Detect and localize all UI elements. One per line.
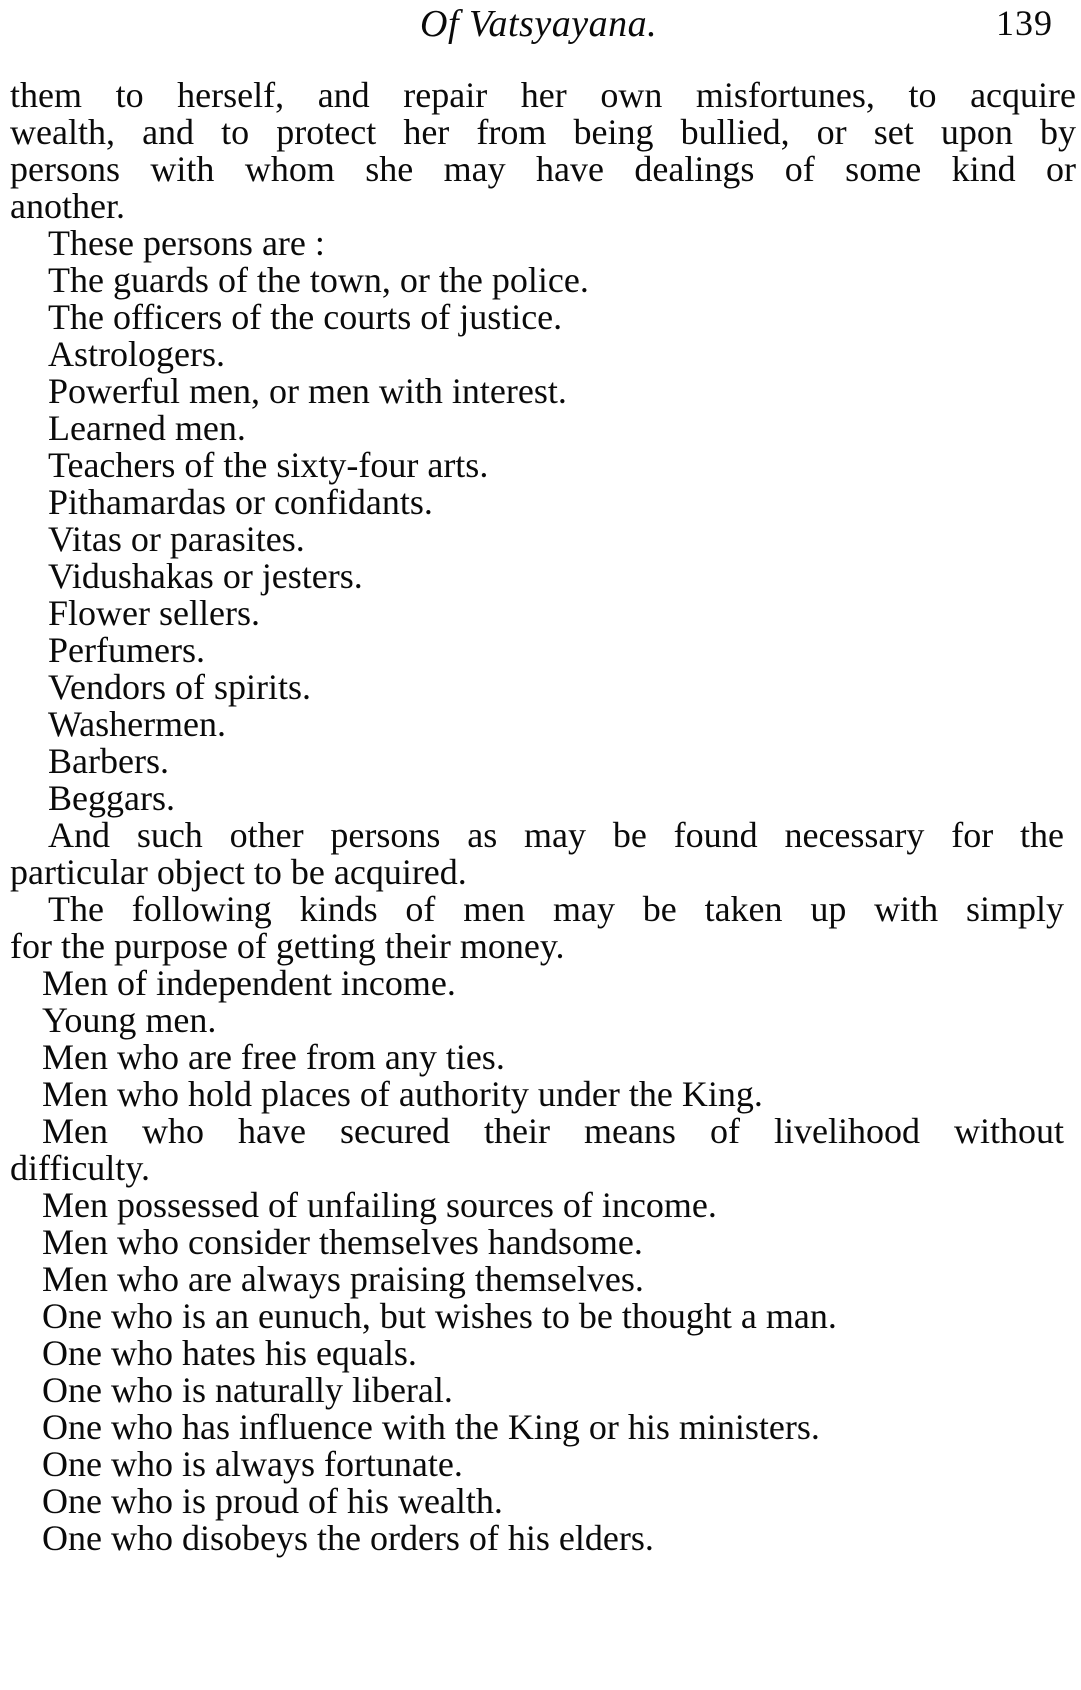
list-item: One who is an eunuch, but wishes to be thought a man. <box>42 1296 837 1336</box>
list-item: Flower sellers. <box>48 593 260 633</box>
list-item: One who hates his equals. <box>42 1333 417 1373</box>
list-item: Vitas or parasites. <box>48 519 305 559</box>
list-item: Men who consider themselves handsome. <box>42 1222 643 1262</box>
list-item: Men of independent income. <box>42 963 456 1003</box>
list-item: Teachers of the sixty-four arts. <box>48 445 489 485</box>
list-item: Learned men. <box>48 408 246 448</box>
list-item: Men who have secured their means of livelihood without <box>42 1111 1064 1151</box>
text-line: them to herself, and repair her own misfortunes, to acquire <box>10 75 1076 115</box>
list-item: Men who hold places of authority under the King. <box>42 1074 763 1114</box>
text-line: These persons are : <box>48 223 325 263</box>
running-title: Of Vatsyayana. <box>420 3 658 45</box>
page-number: 139 <box>996 3 1053 43</box>
list-item: Beggars. <box>48 778 175 818</box>
list-item: Young men. <box>42 1000 217 1040</box>
text-line: difficulty. <box>10 1148 150 1188</box>
list-item: One who disobeys the orders of his elders. <box>42 1518 654 1558</box>
list-item: Perfumers. <box>48 630 205 670</box>
page-header <box>0 0 1081 52</box>
list-item: Powerful men, or men with interest. <box>48 371 567 411</box>
text-line: The following kinds of men may be taken up with simply <box>48 889 1064 929</box>
text-line: persons with whom she may have dealings of some kind or <box>10 149 1076 189</box>
list-item: Men who are free from any ties. <box>42 1037 505 1077</box>
list-item: Washermen. <box>48 704 227 744</box>
list-item: One who is always fortunate. <box>42 1444 463 1484</box>
list-item: Pithamardas or confidants. <box>48 482 433 522</box>
list-item: Barbers. <box>48 741 169 781</box>
text-line: And such other persons as may be found necessary for the <box>48 815 1064 855</box>
list-item: The officers of the courts of justice. <box>48 297 563 337</box>
text-line: particular object to be acquired. <box>10 852 467 892</box>
text-line: wealth, and to protect her from being bullied, or set upon by <box>10 112 1076 152</box>
text-line: another. <box>10 186 125 226</box>
list-item: One who is proud of his wealth. <box>42 1481 503 1521</box>
list-item: One who is naturally liberal. <box>42 1370 453 1410</box>
list-item: The guards of the town, or the police. <box>48 260 589 300</box>
list-item: Vendors of spirits. <box>48 667 311 707</box>
list-item: Men possessed of unfailing sources of income. <box>42 1185 717 1225</box>
list-item: One who has influence with the King or his ministers. <box>42 1407 820 1447</box>
body-text <box>0 75 1081 1685</box>
list-item: Men who are always praising themselves. <box>42 1259 644 1299</box>
text-line: for the purpose of getting their money. <box>10 926 565 966</box>
list-item: Vidushakas or jesters. <box>48 556 363 596</box>
list-item: Astrologers. <box>48 334 225 374</box>
